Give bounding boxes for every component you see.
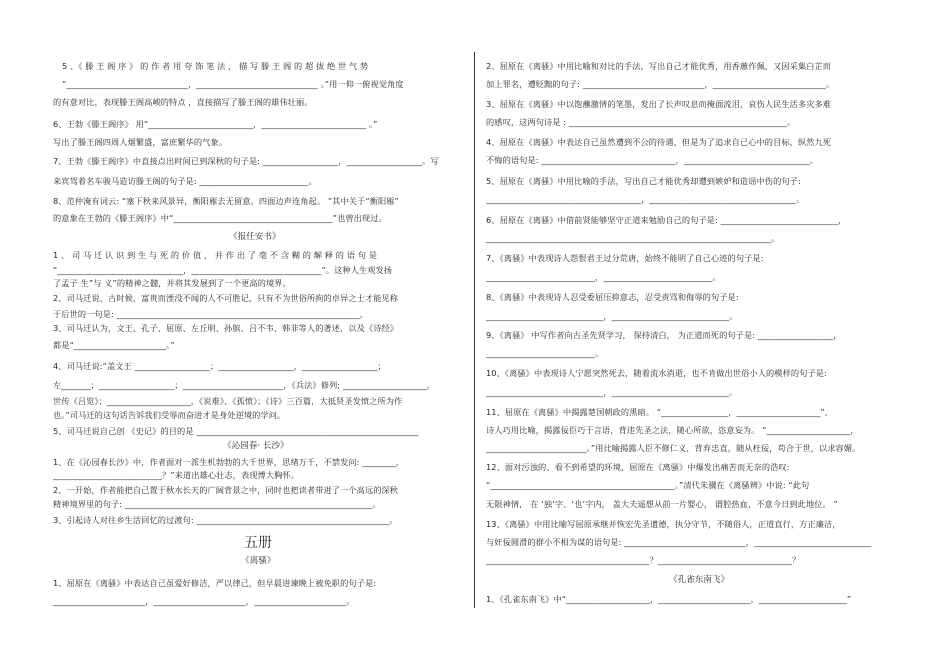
text-line: 左_______；__________________；________________________，《兵法》修列; ____________________， bbox=[53, 380, 435, 390]
text-line: __________________________？”来道出雄心壮志，表现博大胸怀。 bbox=[53, 470, 299, 480]
text-line: ____________________________，____________________________。 bbox=[486, 311, 738, 321]
column-divider bbox=[474, 52, 475, 608]
section-heading: 《离骚》 bbox=[241, 556, 276, 566]
text-line: 6、王勃《滕王阁序》 用“_________________________，_________________________ 。” bbox=[53, 119, 378, 129]
text-line: 1、在《沁园春长沙》中，作者面对一派生机勃勃的大千世界，思绪万千，不禁发问: ________， bbox=[53, 457, 405, 467]
text-line: 13、《离骚》中用比喻写屈原承继并恢宏先圣遗德，执分守节，不随俗人，正道直行，方正廉洁， bbox=[486, 519, 841, 529]
text-line: 1 、 司 马 迁 认 识 到 生 与 死 的 价 值 ， 并 作 出 了 毫 不 含 糊 的 解 释 的 语 句 是 bbox=[53, 250, 378, 260]
text-line: 了孟子 生”与 义”的精神之髓，并将其发展到了一个更高的境界。 bbox=[53, 278, 291, 288]
text-line: 3、引起诗人对往乡生活回忆的过渡句: ______________________________________________。 bbox=[53, 515, 398, 525]
text-line: 来宾驾着名车骏马造访滕王阁的句子是: __________________________。 bbox=[53, 176, 317, 186]
text-line: ______________________，______________________，______________________。 bbox=[53, 596, 355, 606]
text-line: 1、屈原在《离骚》中表达自己虽爱好修洁，严以律己，但早晨进谏晚上被免职的句子是: bbox=[53, 578, 377, 588]
text-line: 10、《离骚》中表现诗人宁愿突然死去，随着流水消逝，也不肯做出世俗小人的模样的句子是: bbox=[486, 368, 827, 378]
text-line: 4、屈原在《离骚》中表达自己虽然遭到不公的待遇，但是为了追求自己心中的目标，纵然九死 bbox=[486, 137, 832, 147]
section-heading: 《报任安书》 bbox=[229, 232, 281, 242]
text-line: 5、司马迁说自己创 《史记》的目的是 _____________________________________________________ bbox=[53, 426, 419, 436]
text-line: 1、《孔雀东南飞》中“____________________，______________________，_____________________” bbox=[486, 594, 852, 604]
text-line: 2、屈原在《离骚》中用比喻和对比的手法，写出自己才能优秀，用香蕙作佩，又因采集白芷而 bbox=[486, 61, 832, 71]
chapter-title: 五册 bbox=[244, 535, 272, 551]
text-line: 的有意对比，表现滕王阁高峻的特点 ，直接描写了滕王阁的雄伟壮丽。 bbox=[53, 97, 313, 107]
text-line: 无限神情， 在 ‘独’字、‘也’字内， 盖大夫遥想从前一片婴心， 谓腔热血，不意今日到此地位。 ” bbox=[486, 499, 838, 509]
text-line: _____________________________________，___________________________________。 bbox=[486, 194, 805, 204]
text-line: 诗人巧用比喻，揭露佞臣巧于言语，背违先圣之法，随心所欲，恣意妄为。 “____________________， bbox=[486, 425, 859, 435]
text-line: 7、《离骚》中表现诗人怨恨君王过分荒唐，始终不能明了自己心迹的句子是: bbox=[486, 253, 764, 263]
text-line: ________________________。”用比喻揭露人臣不修仁义，背弃忠直，随从枉佞，苟合于世，以求容媚。 bbox=[486, 443, 861, 453]
text-line: 12、面对污浊的、看不到希望的环境，屈原在《离骚》中爆发出痛苦而无奈的浩叹: bbox=[486, 462, 790, 472]
text-line: 也。”司马迁的这句话告诉我们受辱而奋进才是身处逆境的学问。 bbox=[53, 410, 286, 420]
text-line: 世传《吕览》；____________________，《说难》、《孤愤》；《诗》三百篇，大抵贤圣发愤之所为作 bbox=[53, 396, 403, 406]
text-line: 7、王勃《滕王阁序》中直接点出时间已到深秋的句子是: __________________，__________________。写 bbox=[53, 156, 439, 166]
text-line: “_____________________________，_____________________________ 。”用一仰一俯视觉角度 bbox=[62, 79, 404, 89]
text-line: 不悔的语句是: ________________________________，______________________________。 bbox=[486, 155, 818, 165]
text-line: 加上罪名，遭贬黜的句子: _____________________________，___________________________。 bbox=[486, 79, 835, 89]
text-line: 5 、《 滕 王 阁 序 》 的 作 者 用 夸 饰 笔 法 ， 描 写 滕 王 阁 的 超 拔 绝 世 气 势 bbox=[62, 61, 369, 71]
text-line: “____________________________________________。”清代朱骥在《离骚辨》中说: “此句 bbox=[486, 480, 810, 490]
text-line: “______________________________，_______________________________”。这种人生观发扬 bbox=[53, 265, 393, 275]
text-line: 8、《离骚》中表现诗人忍受委屈压抑意志，忍受责骂和侮辱的句子是: bbox=[486, 292, 739, 302]
text-line: 2、司马迁说，古时候，富贵而湮没不闻的人不可胜记，只有不为世俗所拘的卓异之士才能见称 bbox=[53, 293, 399, 303]
text-line: 9、《离骚》 中写作者向古圣先贤学习， 保持清白， 为正道而死的句子是: __________________， bbox=[486, 330, 842, 340]
text-line: 11、屈原在《离骚》中揭露楚国朝政的黑暗。 “________________，____________________”, bbox=[486, 407, 828, 417]
text-line: 于后世的一句是: __________________________________________________________， bbox=[53, 309, 369, 319]
section-heading: 《孔雀东南飞》 bbox=[669, 575, 730, 585]
text-line: 8、范仲淹有词云: “塞下秋来风景异，衡阳雁去无留意。四面边声连角起。 ”其中关于“衡阳雁” bbox=[53, 196, 399, 206]
text-line: 的感叹，这两句诗是 : ____________________________________________________。 bbox=[486, 117, 796, 127]
text-line: 5、屈原在《离骚》中用比喻的手法，写出自己才能优秀却遭到嫉妒和造谣中伤的句子: bbox=[486, 176, 801, 186]
text-line: 6、屈原在《离骚》中借前贤能够坚守正道来勉励自己的句子是: ____________________________， bbox=[486, 215, 847, 225]
text-line: _______________________________________？________________________________？ bbox=[486, 555, 801, 565]
right-column bbox=[476, 0, 950, 672]
text-line: 与奸佞圆滑的群小不相为谋的语句是: _____________________________，____________________________ bbox=[486, 537, 872, 547]
text-line: ____________________________，____________________________。 bbox=[486, 387, 738, 397]
section-heading: 《沁园春· 长沙》 bbox=[223, 441, 289, 451]
text-line: 都是“______________________。” bbox=[53, 340, 175, 350]
text-line: 写出了滕王阁四周人烟繁盛，富庶繁华的气象。 bbox=[53, 137, 228, 147]
text-line: 2、一开始，作者能把自己置于秋水长天的广阔背景之中，同时也把读者带进了一个高远的深秋 bbox=[53, 485, 399, 495]
left-column bbox=[0, 0, 474, 672]
text-line: __________________________，__________________________。 bbox=[486, 272, 721, 282]
text-line: 3、屈原在《离骚》中以饱蘸激情的笔墨，发出了长声叹息而掩面流泪，哀伤人民生活多灾多难 bbox=[486, 99, 832, 109]
text-line: 的意象在王勃的《滕王阁序》中“______________________________________”也曾出现过。 bbox=[53, 213, 387, 223]
text-line: ____________________________________________________________________。 bbox=[486, 233, 780, 243]
text-line: 3、司马迁认为，文王、孔子、屈原、左丘明、孙膑、吕不韦、韩非等人的著述，以及《诗经》 bbox=[53, 323, 399, 333]
text-line: 精神境界里的句子: ___________________________________________________________。 bbox=[53, 499, 381, 509]
text-line: 4、司马迁说:“盖文王 __________________；__________________，__________________； bbox=[53, 361, 386, 371]
text-line: __________________________。 bbox=[486, 348, 604, 358]
